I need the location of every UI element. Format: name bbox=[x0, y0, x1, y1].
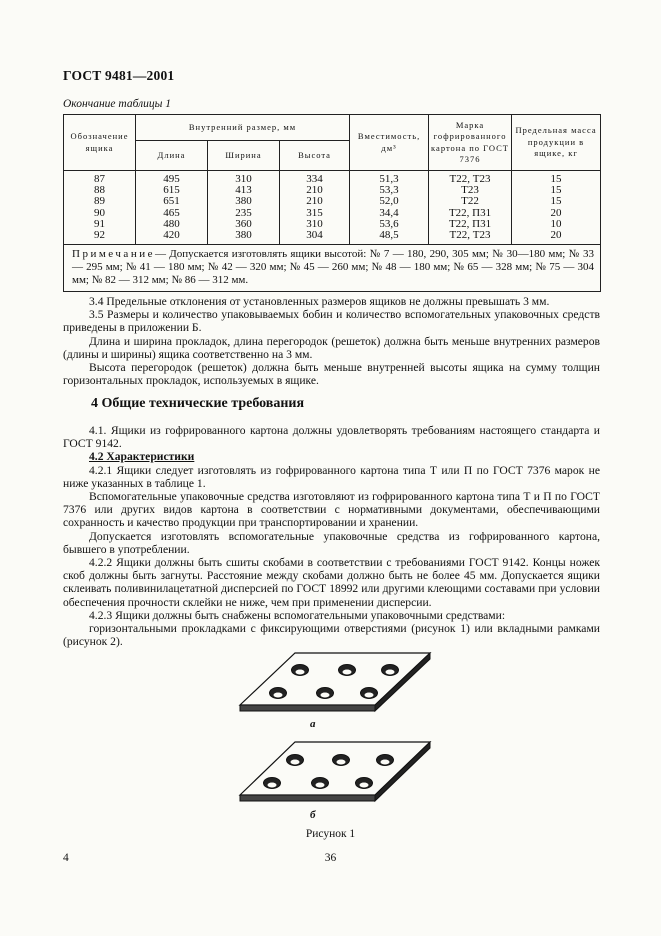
table-cell: 310 bbox=[235, 173, 252, 185]
table-cell: 615 bbox=[163, 184, 180, 197]
table-cell: 380 bbox=[235, 195, 252, 208]
header-width: Ширина bbox=[208, 141, 280, 171]
note-label: Примечание bbox=[72, 248, 155, 261]
table-cell: 420 bbox=[163, 229, 180, 242]
grade-cell bbox=[429, 171, 512, 245]
table-cell: 87 bbox=[94, 173, 105, 185]
header-inner-size: Внутренний размер, мм bbox=[136, 115, 350, 141]
paragraph-pad-size: Длина и ширина прокладок, длина перегородок (решеток) должна быть меньше внутренних размеров (длины и ширины) ящика соответственно на 3 мм. bbox=[63, 334, 600, 361]
paragraph-aux-materials: Вспомогательные упаковочные средства изготовляют из гофрированного картона типа Т и П по ГОСТ 7376 или других видов картона в соответствии с нормативными документами, обеспечивающими сохранность и качество продукции при транспортировании и хранении. bbox=[63, 490, 600, 530]
table-cell: 52,0 bbox=[379, 195, 399, 208]
table-cell: 88 bbox=[94, 184, 105, 197]
length-cell bbox=[136, 171, 208, 245]
page-number-center: 36 bbox=[324, 852, 337, 864]
paragraph-3-4: 3.4 Предельные отклонения от установленных размеров ящиков не должны превышать 3 мм. bbox=[89, 295, 550, 308]
subheading-4-2 bbox=[63, 450, 600, 463]
table-cell: Т22, П31 bbox=[448, 206, 492, 219]
width-cell bbox=[208, 171, 280, 245]
table-cell: 360 bbox=[235, 217, 252, 230]
table-cell: 651 bbox=[163, 195, 180, 208]
figure-caption: Рисунок 1 bbox=[305, 828, 356, 840]
capacity-cell bbox=[350, 171, 429, 245]
table-cell: 380 bbox=[235, 229, 252, 242]
table-note bbox=[64, 245, 601, 292]
table-cell: Т22, П31 bbox=[448, 217, 492, 230]
table-cell: 91 bbox=[94, 217, 105, 230]
table-cell: 304 bbox=[306, 229, 323, 242]
figure-label-b: б bbox=[310, 809, 316, 821]
section-4-body bbox=[63, 424, 600, 648]
table-cell: Т22 bbox=[461, 195, 479, 208]
section-3-continued bbox=[63, 295, 600, 387]
table-cell: Т22, Т23 bbox=[449, 173, 491, 185]
table-data-row bbox=[64, 171, 601, 245]
table-cell: 334 bbox=[306, 173, 323, 185]
section-4-title: 4 Общие технические требования bbox=[91, 396, 305, 411]
pad-b-drawing bbox=[240, 742, 430, 801]
header-height: Высота bbox=[280, 141, 350, 171]
table-cell: 310 bbox=[306, 217, 323, 230]
table-cell: 495 bbox=[163, 173, 180, 185]
paragraph-3-5: 3.5 Размеры и количество упаковываемых бобин и количество вспомогательных упаковочных средств приведены в приложении Б. bbox=[63, 308, 600, 335]
figure-1-pads-illustration bbox=[228, 650, 438, 830]
table-cell: 15 bbox=[550, 173, 562, 185]
max-mass-cell bbox=[512, 171, 601, 245]
table-cell: 15 bbox=[550, 184, 562, 197]
table-cell: 15 bbox=[550, 195, 562, 208]
table-cell: 48,5 bbox=[379, 229, 399, 242]
table-cell: 53,3 bbox=[379, 184, 399, 197]
table-cell: 51,3 bbox=[379, 173, 399, 185]
height-cell bbox=[280, 171, 350, 245]
subheading-4-2-text: 4.2 Характеристики bbox=[89, 450, 195, 464]
table-cell: Т22, Т23 bbox=[449, 229, 491, 242]
header-capacity: Вместимость, дм³ bbox=[350, 115, 429, 171]
note-text: — Допускается изготовлять ящики высотой: № 7 — 180, 290, 305 мм; № 30—180 мм; № 33 — 295 мм; № 41 — 180 мм; № 42 — 320 мм; № 45 — 260 мм; № 48 — 180 мм; № 65 — 328 мм; № 75 — 304 мм; № 82 — 312 мм; № 86 — 312 мм. bbox=[72, 248, 595, 287]
designation-cell bbox=[64, 171, 136, 245]
table-cell: 89 bbox=[94, 195, 105, 208]
table-cell: 53,6 bbox=[379, 217, 399, 230]
paragraph-used-cardboard: Допускается изготовлять вспомогательные упаковочные средства из гофрированного картона, бывшего в употреблении. bbox=[63, 529, 600, 556]
figure-label-a: а bbox=[310, 718, 316, 730]
table-cell: 20 bbox=[550, 229, 562, 242]
page-number-left: 4 bbox=[63, 852, 69, 864]
header-length: Длина bbox=[136, 141, 208, 171]
header-max-mass: Предельная масса продукции в ящике, кг bbox=[512, 115, 601, 171]
header-grade: Марка гофрированного картона по ГОСТ 7376 bbox=[429, 115, 512, 171]
dimensions-table bbox=[63, 114, 601, 292]
table-cell: 465 bbox=[163, 206, 180, 219]
header-designation: Обозначение ящика bbox=[64, 115, 136, 171]
table-cell: 413 bbox=[235, 184, 252, 197]
table-cell: 10 bbox=[550, 217, 562, 230]
paragraph-partition-height: Высота перегородок (решеток) должна быть меньше внутренней высоты ящика на сумму толщин горизонтальных прокладок, используемых в ящике. bbox=[63, 361, 600, 388]
table-cell: 90 bbox=[94, 206, 105, 219]
table-cell: 235 bbox=[235, 206, 252, 219]
table-cell: 20 bbox=[550, 206, 562, 219]
table-cell: 92 bbox=[94, 229, 105, 242]
table-cell: Т23 bbox=[461, 184, 479, 197]
table-cell: 480 bbox=[163, 217, 180, 230]
paragraph-4-2-1: 4.2.1 Ящики следует изготовлять из гофрированного картона типа Т или П по ГОСТ 7376 марок не ниже указанных в таблице 1. bbox=[63, 463, 600, 490]
table-cell: 315 bbox=[306, 206, 323, 219]
table-cell: 210 bbox=[306, 184, 323, 197]
paragraph-4-1: 4.1. Ящики из гофрированного картона должны удовлетворять требованиям настоящего стандарта и ГОСТ 9142. bbox=[63, 424, 600, 451]
paragraph-4-2-3: 4.2.3 Ящики должны быть снабжены вспомогательными упаковочными средствами: bbox=[89, 608, 506, 622]
paragraph-4-2-2: 4.2.2 Ящики должны быть сшиты скобами в соответствии с требованиями ГОСТ 9142. Концы ножек скоб должны быть загнуты. Расстояние между скобами должно быть не более 45 мм. Допускается ящики склеивать поливинилацетатной дисперсией по ГОСТ 18992 или другими клеющими составами при условии обеспечения прочности склейки не ниже, чем при применении дисперсии. bbox=[63, 556, 600, 609]
table-caption: Окончание таблицы 1 bbox=[63, 98, 171, 110]
paragraph-pads: горизонтальными прокладками с фиксирующими отверстиями (рисунок 1) или вкладными рамками (рисунок 2). bbox=[63, 622, 600, 649]
pad-a-drawing bbox=[240, 653, 430, 711]
document-header: ГОСТ 9481—2001 bbox=[63, 68, 175, 83]
table-cell: 34,4 bbox=[379, 206, 399, 219]
table-cell: 210 bbox=[306, 195, 323, 208]
